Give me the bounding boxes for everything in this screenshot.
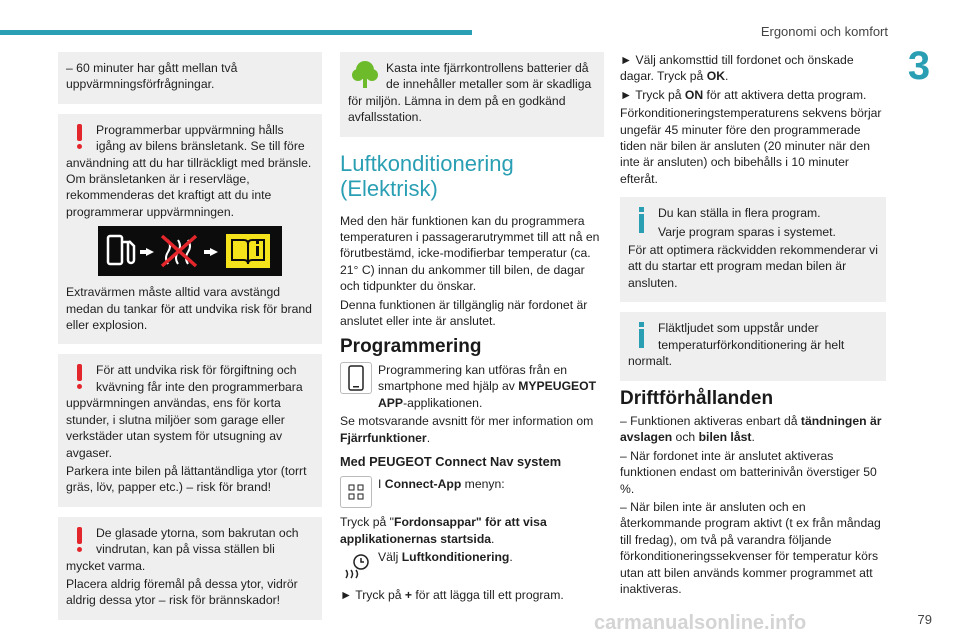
info-icon — [628, 320, 654, 350]
programming-text-end: -applikationen. — [403, 395, 483, 410]
condition-battery: – När fordonet inte är anslutet aktiveras funktionen endast om batterinivån överstiger 50 %. — [620, 448, 877, 496]
chapter-number: 3 — [907, 44, 931, 88]
warning-icon — [66, 122, 92, 152]
info-range-tip: För att optimera räckvidden rekommenderar vi att du startar ett program medan bilen är ansluten. — [628, 243, 878, 290]
intro-text: – 60 minuter har gått mellan två uppvärmningsförfrågningar. — [66, 61, 238, 92]
warning-refuel-text: Extravärmen måste alltid vara avstängd medan du tankar för att undvika risk för brand eller explosion. — [66, 285, 312, 333]
warning-box-fuel — [58, 114, 322, 345]
select-ac-line: Välj Luftkonditionering. — [340, 549, 604, 581]
on-label: ON — [684, 87, 704, 102]
section-title: Ergonomi och komfort — [760, 24, 888, 39]
operating-conditions-title: Driftförhållanden — [620, 387, 774, 409]
connect-app-label: Connect-App — [384, 477, 462, 492]
ac-menu-label: Luftkonditionering — [401, 550, 510, 565]
plus-label: + — [404, 588, 413, 603]
column-1 — [58, 52, 322, 630]
nav-subtitle: Med PEUGEOT Connect Nav system — [340, 453, 562, 469]
info-multiple-programs: Du kan ställa in flera program. — [658, 206, 821, 221]
warning-poison-text: För att undvika risk för förgiftning och kvävning får inte den programmerbara uppvärmningen användas, ens för korta stunder, i slutna miljöer som garage eller verkstäder utan system för utsugning av avgaser. — [66, 363, 303, 460]
column-2: Kasta inte fjärrkontrollens batterier då de innehåller metaller som är skadliga för miljön. Lämna in dem på en godkänd avfallsstation. Luftkonditionering (Elektrisk) Med den här funktionen kan du programmera temperaturen i passagerarutrymmet till att nå en förutbestämd, icke-modifierbar temperatur (ca. 21° C) innan du ankommer till bilen, de dagar och tidpunkter du önskar. Denna funktionen är tillgänglig när fordonet är anslutet eller inte är anslutet. Programmering Programmering kan utföras från en smartphone med hjälp av MYPEUGEOT APP-applikationen. Se motsvarande avsnitt för mer information om Fjärrfunktioner. Med PEUGEOT Connect Nav system I Connect-App menyn: Tryck på "Fordonsappar" för att visa applikationernas startsida. Välj Luftkonditionering. ► Tryck på + för att lägga till ett program. — [340, 52, 604, 606]
connect-app-line: I Connect-App menyn: — [340, 476, 604, 508]
see-section-text: Se motsvarande avsnitt för mer information om — [340, 414, 594, 429]
ac-clock-icon — [340, 549, 372, 581]
eco-box — [340, 52, 604, 137]
programming-text: Programmering kan utföras från en smartphone med hjälp av — [378, 362, 567, 394]
vehicle-apps-label: Fordonsappar" för att visa applikationernas startsida — [340, 515, 547, 546]
warning-icon — [66, 525, 92, 555]
warning-box-poison — [58, 354, 322, 506]
warning-fire-text: Parkera inte bilen på lättantändliga ytor (torrt gräs, löv, papper etc.) – risk för brand! — [66, 463, 307, 495]
info-fan-noise: Fläktljudet som uppstår under temperaturförkonditionering är helt normalt. — [628, 321, 845, 369]
app-name: MYPEUGEOT APP — [378, 379, 597, 410]
info-icon — [628, 205, 654, 235]
condition-recurring: – När bilen inte är ansluten och en återkommande program aktivt (t ex från måndag till fredag), om två på varandra följande förkonditioneringssekvenser för temperatur körs utan att bilen används kommer programmet att inaktiveras. — [620, 499, 881, 596]
warning-burn-text: Placera aldrig föremål på dessa ytor, vidrör aldrig dessa ytor – risk för brännskador! — [66, 576, 298, 608]
info-box-fan — [620, 312, 886, 380]
apps-grid-icon — [340, 476, 372, 508]
programming-line — [340, 362, 604, 413]
smartphone-icon — [340, 362, 372, 394]
page-number: 79 — [917, 612, 932, 627]
sequence-text: Förkonditioneringstemperaturens sekvens börjar ungefär 45 minuter före den programmerade tiden när bilen är ansluten (20 minuter när den inte är ansluten) och bibehålls i 10 minuter efteråt. — [620, 106, 882, 186]
eco-tree-icon — [348, 60, 382, 90]
warning-glass-text: De glasade ytorna, som bakrutan och vindrutan, kan på vissa ställen bli mycket varma. — [66, 525, 299, 573]
ok-label: OK — [706, 69, 725, 84]
column-3: ► Välj ankomsttid till fordonet och önskade dagar. Tryck på OK. ► Tryck på ON för att aktivera detta program. Förkonditioneringstemperaturens sekvens börjar ungefär 45 minuter före den programmerade tiden när bilen är ansluten (20 minuter när den inte är ansluten) och bibehålls i 10 minuter efteråt. Du kan ställa in flera program. Varje program sparas i systemet. För att optimera räckvidden rekommenderar vi att du startar ett program medan bilen är ansluten. Fläktljudet som uppstår under temperaturförkonditionering är helt normalt. Driftförhållanden – Funktionen aktiveras enbart då tändningen är avslagen och bilen låst. – När fordonet inte är anslutet aktiveras funktionen endast om batterinivån överstiger 50 %. – När bilen inte är ansluten och en återkommande program aktivt (t ex från måndag till fredag), om två på varandra följande förkonditioneringssekvenser för temperatur körs utan att bilen används kommer programmet att inaktiveras. — [620, 52, 886, 599]
watermark: carmanualsonline.info — [594, 612, 807, 634]
ac-title: Luftkonditionering (Elektrisk) — [340, 150, 514, 201]
info-programs-saved: Varje program sparas i systemet. — [658, 224, 836, 239]
remote-functions-link: Fjärrfunktioner — [340, 430, 427, 445]
info-box-programs — [620, 197, 886, 302]
ac-body-2: Denna funktionen är tillgänglig när fordonet är anslutet eller inte är anslutet. — [340, 297, 588, 329]
eco-text: Kasta inte fjärrkontrollens batterier då de innehåller metaller som är skadliga för miljön. Lämna in dem på en godkänd avfallsstation. — [348, 61, 592, 125]
no-heater-while-refuel-pictogram — [98, 226, 282, 276]
programming-title: Programmering — [340, 336, 482, 358]
warning-box-glass — [58, 517, 322, 620]
warning-icon — [66, 362, 92, 392]
warning-fuel-text: Programmerbar uppvärmning hålls igång av bilens bränsletank. Se till före användning att du har tillräckligt med bränsle. Om bränsletanken är i reservläge, rekommenderas det kraftigt att du inte programmerar uppvärmningen. — [66, 122, 312, 219]
ac-body-1: Med den här funktionen kan du programmera temperaturen i passagerarutrymmet till att nå en förutbestämd, icke-modifierbar temperatur (ca. 21° C) innan du ankommer till bilen, de dagar och tidpunkter du önskar. — [340, 213, 600, 294]
intro-box — [58, 52, 322, 104]
header-accent-bar — [0, 30, 472, 35]
